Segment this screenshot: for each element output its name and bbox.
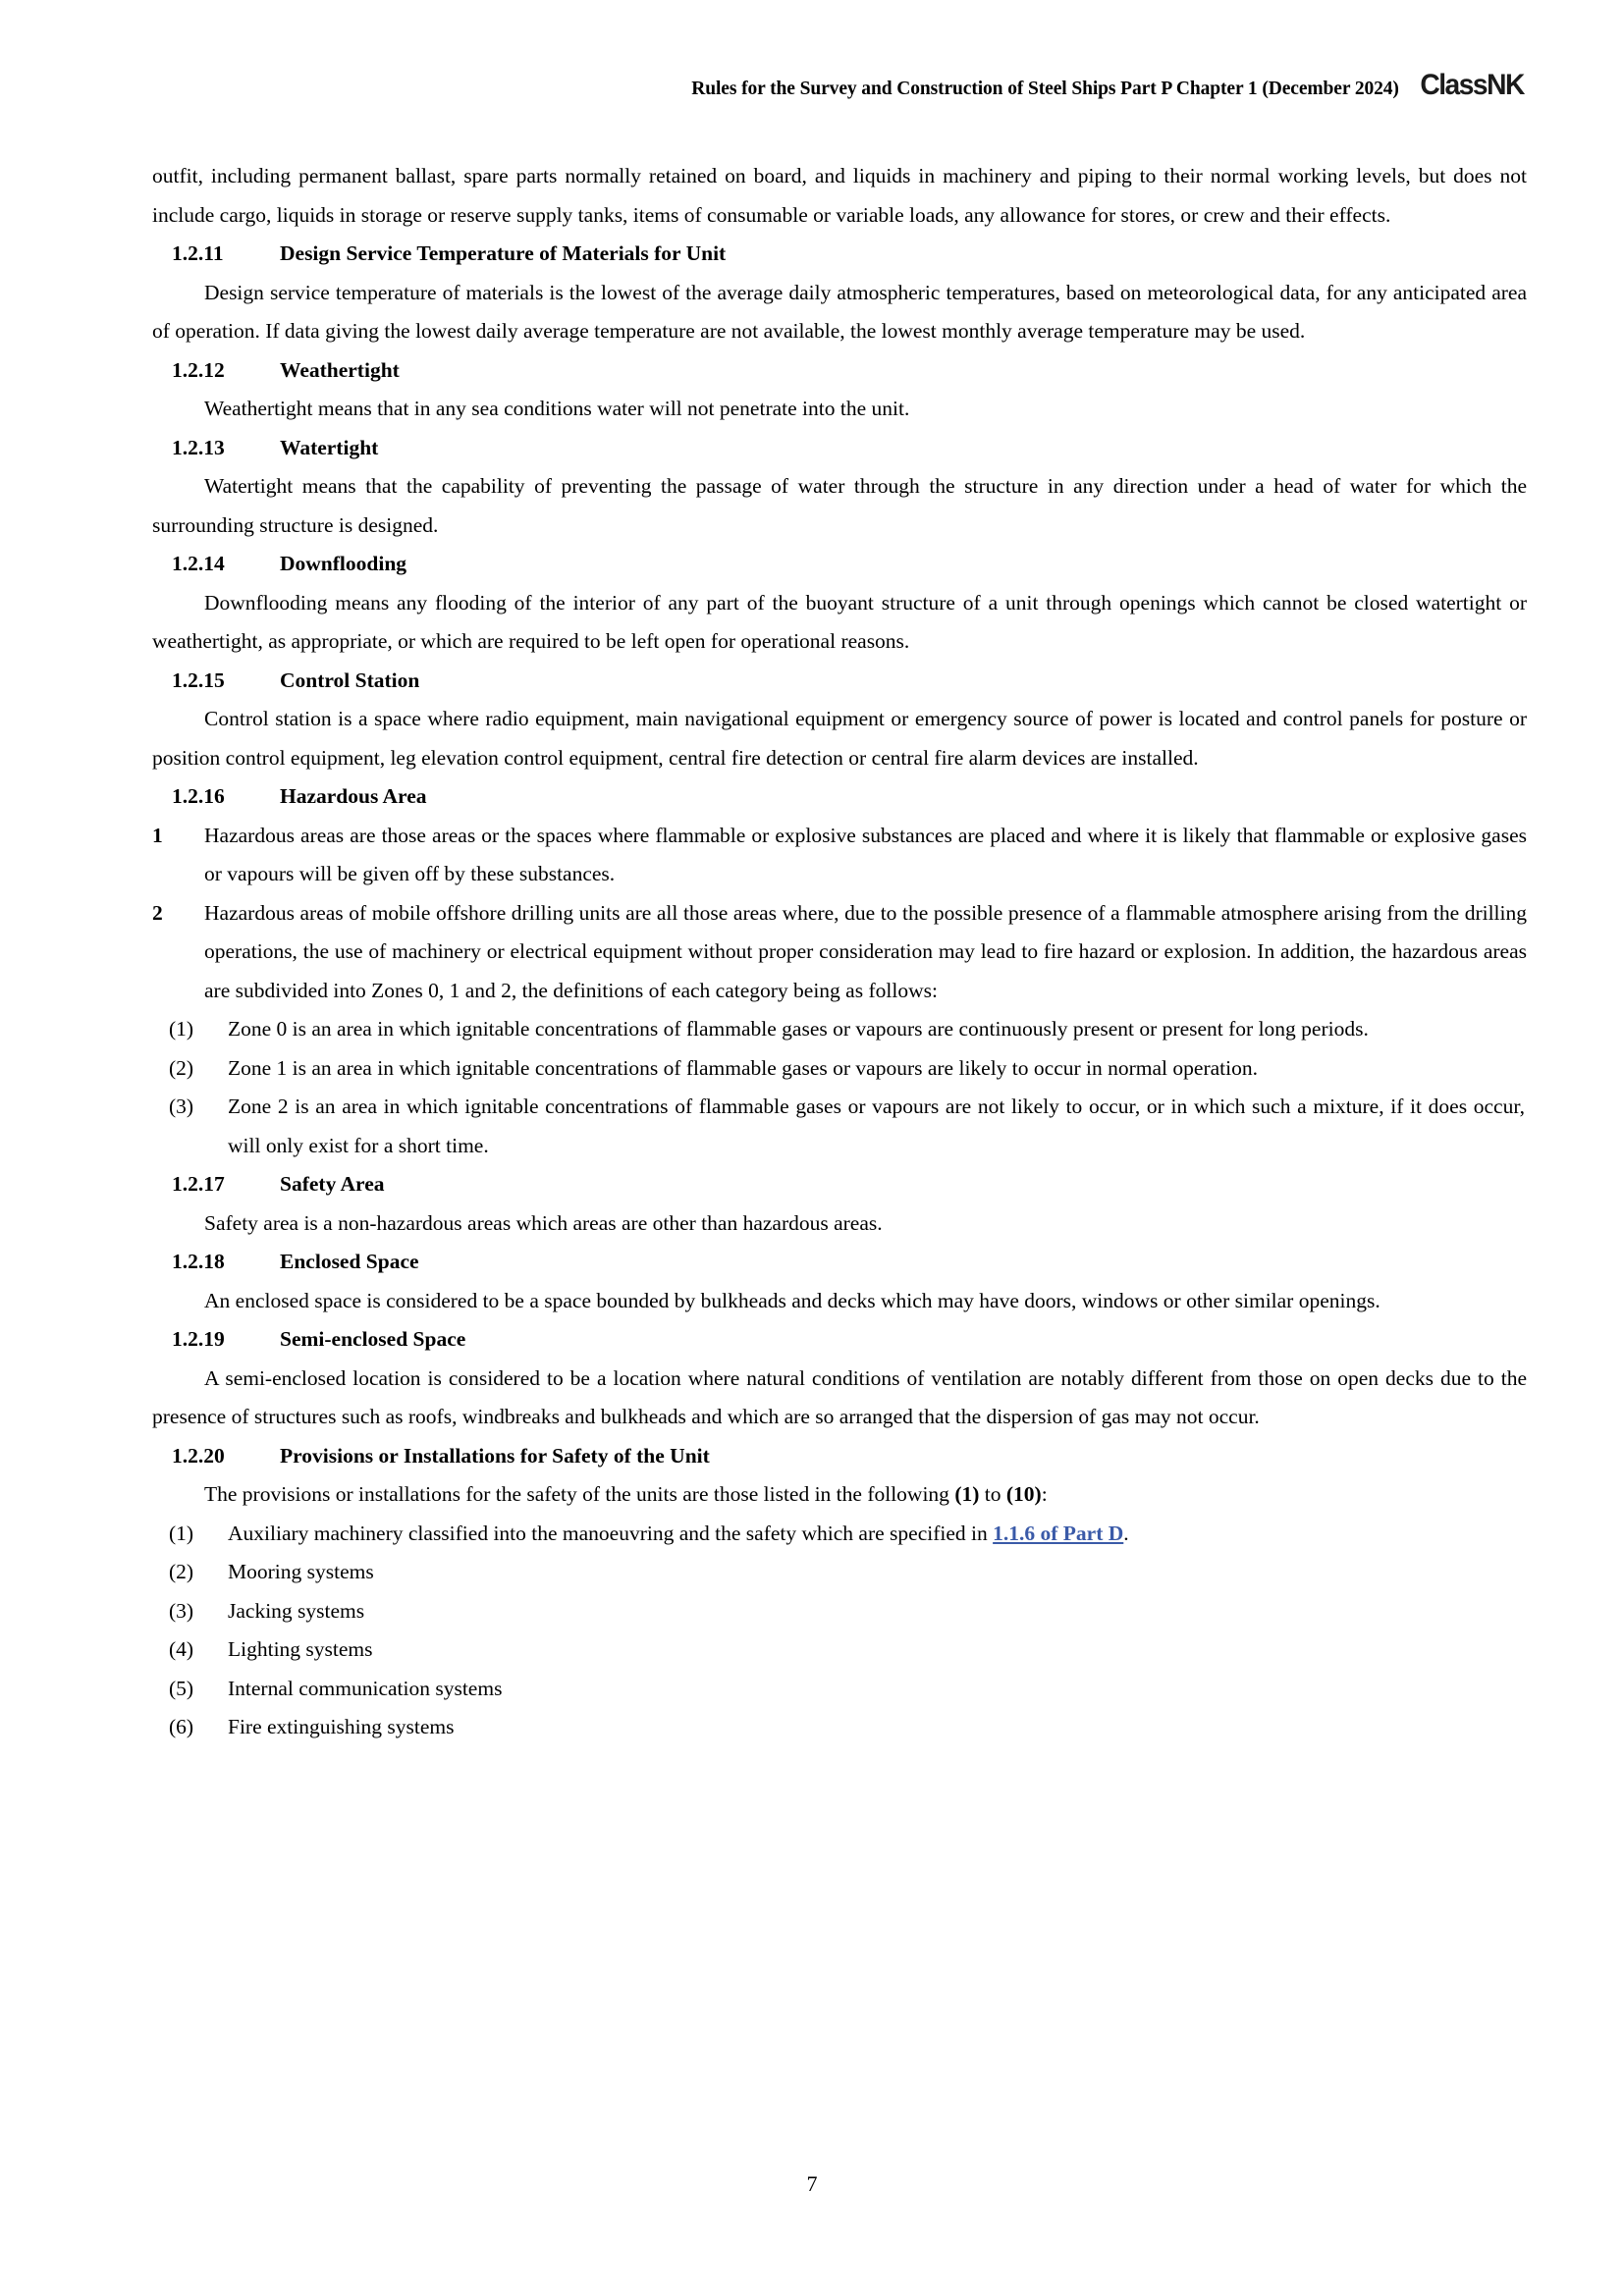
section-title: Semi-enclosed Space: [280, 1327, 466, 1351]
section-number: 1.2.14: [172, 552, 225, 575]
list-item-provision-2: [152, 1553, 1527, 1592]
section-paragraph-1-2-19: A semi-enclosed location is considered to be a location where natural conditions of ventilation are notably different from those on open decks due to the presence of structures such as roofs, windbreaks and bulkheads and which are so arranged that the dispersion of gas may not occur.: [152, 1365, 1527, 1428]
list-item-zone-0: [152, 1010, 1527, 1049]
section-title: Watertight: [280, 435, 379, 459]
section-number: 1.2.20: [172, 1443, 225, 1468]
section-heading-1-2-19: [152, 1320, 1527, 1360]
section-heading-1-2-11: [152, 235, 1527, 274]
header-title: Rules for the Survey and Construction of Steel Ships Part P Chapter 1 (December 2024): [691, 79, 1399, 99]
section-number: 1.2.17: [172, 1172, 225, 1196]
section-title: Downflooding: [280, 552, 407, 575]
list-marker: (5): [169, 1676, 194, 1700]
list-item-text: Zone 1 is an area in which ignitable concentrations of flammable gases or vapours are likely to occur in normal operation.: [228, 1055, 1258, 1080]
section-paragraph-1-2-15: Control station is a space where radio equipment, main navigational equipment or emergency source of power is located and control panels for posture or position control equipment, leg elevation control equipment, central fire detection or central fire alarm devices are installed.: [152, 707, 1527, 770]
section-title: Weathertight: [280, 357, 400, 382]
section-paragraph-1-2-11: Design service temperature of materials is the lowest of the average daily atmospheric temperatures, based on meteorological data, for any anticipated area of operation. If data giving the lowest daily average temperature are not available, the lowest monthly average temperature may be used.: [152, 280, 1527, 343]
section-paragraph-1-2-12: Weathertight means that in any sea conditions water will not penetrate into the unit.: [204, 397, 910, 420]
list-item-provision-1: [152, 1515, 1527, 1554]
list-marker: (4): [169, 1637, 194, 1661]
list-marker: (1): [169, 1017, 194, 1041]
section-heading-1-2-14: [152, 545, 1527, 584]
page-footer: [0, 2169, 1624, 2199]
list-item-provision-3: [152, 1592, 1527, 1631]
page-header: [152, 71, 1527, 100]
section-heading-1-2-20: [152, 1437, 1527, 1476]
section-heading-1-2-18: [152, 1243, 1527, 1282]
lead-ref-first: (1): [954, 1482, 980, 1506]
section-number: 1.2.19: [172, 1327, 225, 1351]
list-item-text: Lighting systems: [228, 1637, 373, 1661]
section-heading-1-2-15: [152, 662, 1527, 701]
cross-reference-link[interactable]: 1.1.6 of Part D: [993, 1521, 1124, 1545]
lead-ref-last: (10): [1005, 1482, 1042, 1506]
item-number: 2: [152, 900, 163, 925]
list-item-text: Zone 2 is an area in which ignitable concentrations of flammable gases or vapours are not likely to occur, or in which such a mixture, if it does occur, will only exist for a short time.: [228, 1095, 1525, 1157]
list-item-zone-1: [152, 1049, 1527, 1089]
section-number: 1.2.18: [172, 1250, 225, 1273]
lead-middle: to: [979, 1482, 1006, 1506]
section-title: Safety Area: [280, 1172, 385, 1196]
text-before-link: Auxiliary machinery classified into the manoeuvring and the safety which are specified in: [228, 1521, 994, 1545]
numbered-item-1: [152, 817, 1527, 894]
list-item-zone-2: [152, 1088, 1527, 1165]
list-marker: (1): [169, 1521, 194, 1545]
classnk-logo: ClassNK: [1420, 69, 1524, 101]
list-marker: (3): [169, 1598, 194, 1623]
section-paragraph-1-2-14: Downflooding means any flooding of the interior of any part of the buoyant structure of a unit through openings which cannot be closed watertight or weathertight, as appropriate, or which are required to be left open for operational reasons.: [152, 590, 1527, 653]
section-paragraph-1-2-18: An enclosed space is considered to be a space bounded by bulkheads and decks which may have doors, windows or other similar openings.: [204, 1288, 1380, 1312]
list-item-text: [228, 1515, 1527, 1554]
list-marker: (2): [169, 1055, 194, 1080]
section-heading-1-2-16: [152, 777, 1527, 817]
section-title: Control Station: [280, 667, 420, 692]
section-paragraph-1-2-13: Watertight means that the capability of preventing the passage of water through the structure in any direction under a head of water for which the surrounding structure is designed.: [152, 474, 1527, 537]
list-item-text: Fire extinguishing systems: [228, 1715, 455, 1738]
numbered-item-2: [152, 894, 1527, 1011]
list-item-provision-5: [152, 1670, 1527, 1709]
section-lead-1-2-20: [152, 1475, 1527, 1515]
section-number: 1.2.11: [172, 241, 224, 265]
lead-prefix: The provisions or installations for the safety of the units are those listed in the following: [204, 1482, 955, 1506]
section-heading-1-2-12: [152, 351, 1527, 391]
section-number: 1.2.16: [172, 784, 225, 808]
section-heading-1-2-13: [152, 429, 1527, 468]
list-item-text: Internal communication systems: [228, 1676, 503, 1700]
section-number: 1.2.12: [172, 357, 225, 382]
list-item-provision-4: [152, 1630, 1527, 1670]
text-after-link: .: [1123, 1521, 1129, 1545]
section-title: Provisions or Installations for Safety of the Unit: [280, 1443, 710, 1468]
page-number: 7: [806, 2171, 818, 2196]
section-title: Enclosed Space: [280, 1250, 419, 1273]
section-title: Hazardous Area: [280, 784, 427, 808]
section-number: 1.2.13: [172, 435, 225, 459]
intro-paragraph: outfit, including permanent ballast, spare parts normally retained on board, and liquids in machinery and piping to their normal working levels, but does not include cargo, liquids in storage or reserve supply tanks, items of consumable or variable loads, any allowance for stores, or crew and their effects.: [152, 164, 1527, 227]
list-item-text: Zone 0 is an area in which ignitable concentrations of flammable gases or vapours are continuously present or present for long periods.: [228, 1017, 1369, 1041]
section-paragraph-1-2-17: Safety area is a non-hazardous areas which areas are other than hazardous areas.: [204, 1210, 883, 1235]
section-number: 1.2.15: [172, 667, 225, 692]
item-number: 1: [152, 823, 163, 847]
list-marker: (2): [169, 1560, 194, 1583]
section-title: Design Service Temperature of Materials for Unit: [280, 241, 727, 265]
list-item-provision-6: [152, 1708, 1527, 1747]
list-marker: (3): [169, 1095, 194, 1118]
section-heading-1-2-17: [152, 1165, 1527, 1204]
list-item-text: Jacking systems: [228, 1598, 365, 1623]
item-text: Hazardous areas are those areas or the spaces where flammable or explosive substances are placed and where it is likely that flammable or explosive gases or vapours will be given off by these substances.: [204, 823, 1527, 885]
lead-suffix: :: [1041, 1482, 1048, 1506]
item-text: Hazardous areas of mobile offshore drilling units are all those areas where, due to the possible presence of a flammable atmosphere arising from the drilling operations, the use of machinery or electrical equipment without proper consideration may lead to fire hazard or explosion. In addition, the hazardous areas are subdivided into Zones 0, 1 and 2, the definitions of each category being as follows:: [204, 900, 1527, 1002]
list-item-text: Mooring systems: [228, 1560, 374, 1583]
document-body: [152, 157, 1527, 1747]
list-marker: (6): [169, 1715, 194, 1738]
